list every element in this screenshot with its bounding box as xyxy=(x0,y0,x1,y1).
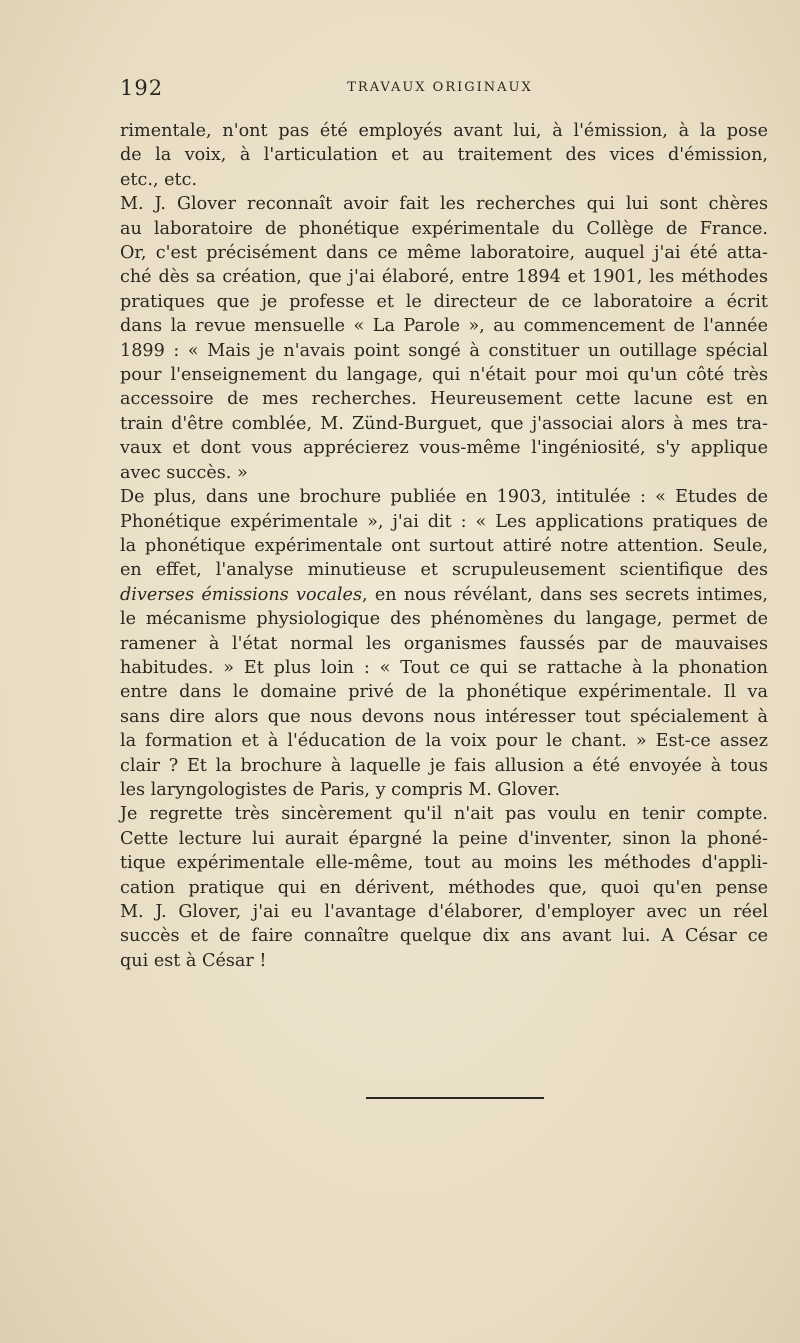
text-line: M. J. Glover reconnaît avoir fait les recherches qui lui sont chères xyxy=(120,194,768,215)
text-line: diverses émissions vocales, en nous révélant, dans ses secrets intimes, xyxy=(120,584,769,605)
text-line: etc., etc. xyxy=(120,169,198,190)
text-line: pratiques que je professe et le directeur de ce laboratoire a écrit xyxy=(120,291,768,312)
text-line: clair ? Et la brochure à laquelle je fais allusion a été envoyée à tous xyxy=(120,755,768,776)
text-line: qui est à César ! xyxy=(120,950,267,971)
text-line: tique expérimentale elle-même, tout au moins les méthodes d'appli- xyxy=(120,853,768,874)
text-line: sans dire alors que nous devons nous intéresser tout spécialement à xyxy=(120,706,768,727)
text-line: le mécanisme physiologique des phénomènes du langage, permet de xyxy=(120,609,768,630)
text-line: Phonétique expérimentale », j'ai dit : « Les applications pratiques de xyxy=(120,511,768,532)
paragraph xyxy=(120,192,768,485)
text-line: ché dès sa création, que j'ai élaboré, entre 1894 et 1901, les méthodes xyxy=(120,267,768,288)
text-line: pour l'enseignement du langage, qui n'était pour moi qu'un côté très xyxy=(120,365,768,386)
text-line: M. J. Glover, j'ai eu l'avantage d'élaborer, d'employer avec un réel xyxy=(120,902,768,922)
text-line: De plus, dans une brochure publiée en 1903, intitulée : « Etudes de xyxy=(120,487,768,508)
text-line: en effet, l'analyse minutieuse et scrupuleusement scientifique des xyxy=(120,560,768,581)
text-line: les laryngologistes de Paris, y compris M. Glover. xyxy=(120,779,561,800)
text-line: la phonétique expérimentale ont surtout attiré notre attention. Seule, xyxy=(120,535,768,556)
end-rule xyxy=(366,1097,544,1099)
paragraph xyxy=(120,119,768,192)
text-line: accessoire de mes recherches. Heureusement cette lacune est en xyxy=(120,389,768,410)
text-line: 1899 : « Mais je n'avais point songé à constituer un outillage spécial xyxy=(120,340,768,361)
page-header xyxy=(120,76,760,106)
text-line: dans la revue mensuelle « La Parole », au commencement de l'année xyxy=(120,316,768,337)
text-line: au laboratoire de phonétique expérimentale du Collège de France. xyxy=(120,218,768,239)
text-line: habitudes. » Et plus loin : « Tout ce qui se rattache à la phonation xyxy=(120,657,768,678)
text-line: la formation et à l'éducation de la voix pour le chant. » Est-ce assez xyxy=(120,731,768,752)
text-line: succès et de faire connaître quelque dix ans avant lui. A César ce xyxy=(120,926,768,947)
text-line: ramener à l'état normal les organismes faussés par de mauvaises xyxy=(120,633,768,654)
text-line: train d'être comblée, M. Zünd-Burguet, que j'associai alors à mes tra- xyxy=(120,413,768,434)
running-head: TRAVAUX ORIGINAUX xyxy=(347,80,533,95)
text-line: avec succès. » xyxy=(120,462,248,483)
text-line: cation pratique qui en dérivent, méthodes que, quoi qu'en pense xyxy=(120,877,768,898)
text-line: de la voix, à l'articulation et au traitement des vices d'émission, xyxy=(120,145,768,166)
text-line: Je regrette très sincèrement qu'il n'ait pas voulu en tenir compte. xyxy=(120,804,768,825)
text-line: entre dans le domaine privé de la phonétique expérimentale. Il va xyxy=(120,682,768,703)
text-line: vaux et dont vous apprécierez vous-même l'ingéniosité, s'y applique xyxy=(120,438,768,459)
paragraph xyxy=(120,802,768,973)
text-line: Cette lecture lui aurait épargné la peine d'inventer, sinon la phoné- xyxy=(120,828,768,849)
body-text xyxy=(120,119,768,973)
page-number: 192 xyxy=(120,76,164,100)
text-line: rimentale, n'ont pas été employés avant lui, à l'émission, à la pose xyxy=(120,121,768,141)
text-line: Or, c'est précisément dans ce même laboratoire, auquel j'ai été atta- xyxy=(120,243,768,264)
paragraph xyxy=(120,485,768,802)
